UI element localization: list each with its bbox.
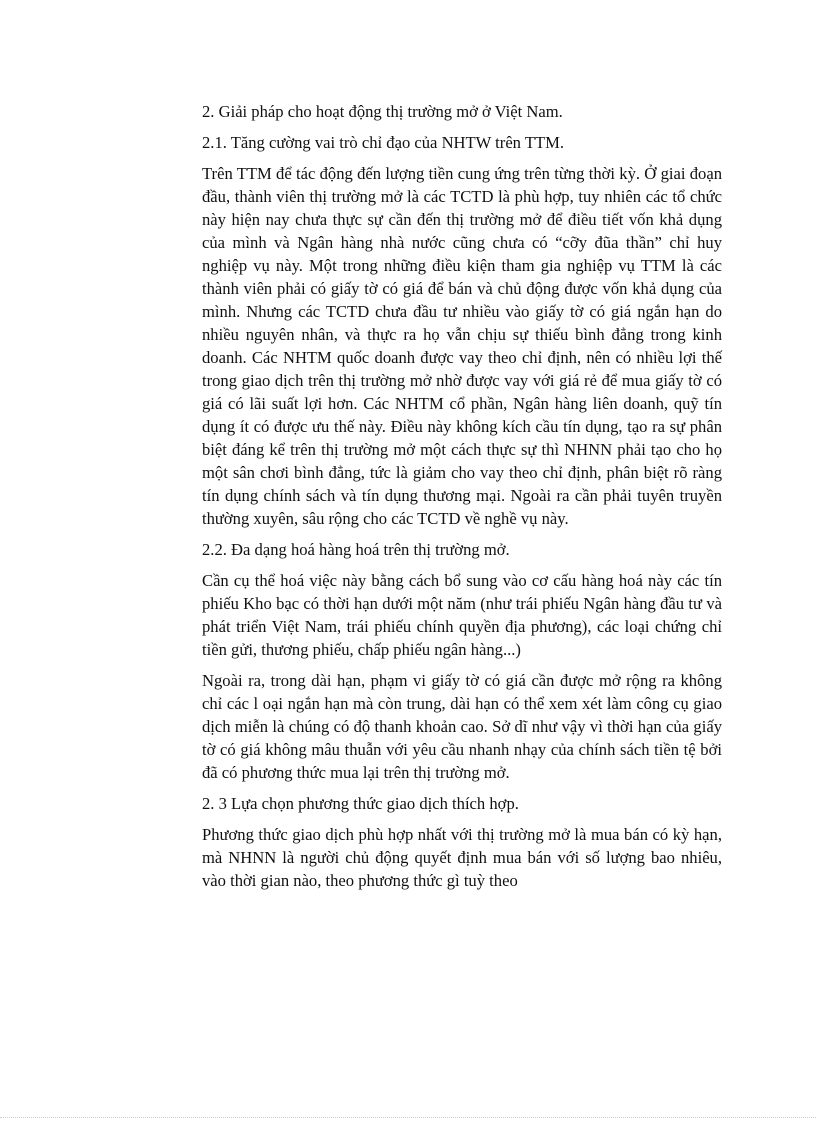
paragraph-2-2-a: Cần cụ thể hoá việc này bằng cách bổ sung vào cơ cấu hàng hoá này các tín phiếu Kho bạc có thời hạn dưới một năm (như trái phiếu Ngân hàng đầu tư và phát triển Việt Nam, trái phiếu chính quyền địa phương), các loại chứng chỉ tiền gửi, thương phiếu, chấp phiếu ngân hàng...) <box>202 571 722 659</box>
page-bottom-divider <box>0 1117 816 1118</box>
paragraph-2-2-b: Ngoài ra, trong dài hạn, phạm vi giấy tờ có giá cần được mở rộng ra không chỉ các l oại ngắn hạn mà còn trung, dài hạn có thể xem xét làm công cụ giao dịch miễn là chúng có độ thanh khoản cao. Sở dĩ như vậy vì thời hạn của giấy tờ có giá không mâu thuẫn với yêu cầu nhanh nhạy của chính sách tiền tệ bởi đã có phương thức mua lại trên thị trường mở. <box>202 671 722 782</box>
section-heading-2-3: 2. 3 Lựa chọn phương thức giao dịch thích hợp. <box>202 794 519 813</box>
document-body <box>202 100 722 900</box>
paragraph-2-1: Trên TTM để tác động đến lượng tiền cung ứng trên từng thời kỳ. Ở giai đoạn đầu, thành viên thị trường mở là các TCTD là phù hợp, tuy nhiên các tổ chức này hiện nay chưa thực sự cần đến thị trường mở để điều tiết vốn khả dụng của mình và Ngân hàng nhà nước cũng chưa có “cỡy đũa thần” chỉ huy nghiệp vụ này. Một trong những điều kiện tham gia nghiệp vụ TTM là các thành viên phải có giấy tờ có giá để bán và chủ động được vốn khả dụng của mình. Nhưng các TCTD chưa đầu tư nhiều vào giấy tờ có giá ngắn hạn do nhiều nguyên nhân, và thực ra họ vẫn chịu sự thiếu bình đẳng trong kinh doanh. Các NHTM quốc doanh được vay theo chỉ định, nên có nhiều lợi thế trong giao dịch trên thị trường mở nhờ được vay với giá rẻ để mua giấy tờ có giá có lãi suất lợi hơn. Các NHTM cổ phần, Ngân hàng liên doanh, quỹ tín dụng ít có được ưu thế này. Điều này không kích cầu tín dụng, tạo ra sự phân biệt đáng kể trên thị trường mở một cách thực sự thì NHNN phải tạo cho họ một sân chơi bình đẳng, tức là giảm cho vay theo chỉ định, phân biệt rõ ràng tín dụng chính sách và tín dụng thương mại. Ngoài ra cần phải tuyên truyền thường xuyên, sâu rộng cho các TCTD về nghề vụ này. <box>202 164 722 528</box>
paragraph-2-3: Phương thức giao dịch phù hợp nhất với thị trường mở là mua bán có kỳ hạn, mà NHNN là người chủ động quyết định mua bán với số lượng bao nhiêu, vào thời gian nào, theo phương thức gì tuỳ theo <box>202 825 722 890</box>
section-heading-2-2: 2.2. Đa dạng hoá hàng hoá trên thị trường mở. <box>202 540 510 559</box>
section-heading-2: 2. Giải pháp cho hoạt động thị trường mở ở Việt Nam. <box>202 102 563 121</box>
section-heading-2-1: 2.1. Tăng cường vai trò chỉ đạo của NHTW trên TTM. <box>202 133 564 152</box>
